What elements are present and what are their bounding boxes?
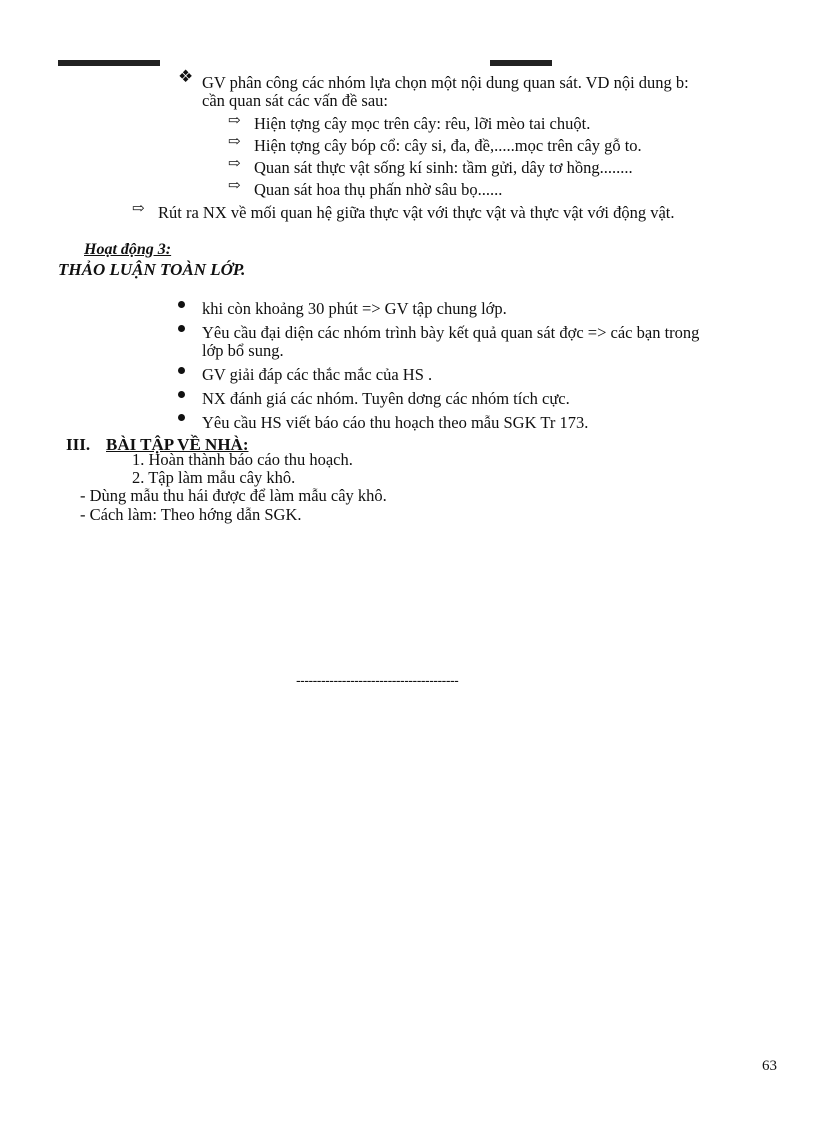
sub-item: Quan sát hoa thụ phấn nhờ sâu bọ...... (254, 180, 503, 199)
bullet-dot (178, 391, 185, 398)
sub-item: Hiện tợng cây bóp cổ: cây si, đa, đề,.....mọc trên cây gỗ to. (254, 136, 642, 155)
activity-label: Hoạt động 3: (84, 241, 172, 258)
sub-item: Hiện tợng cây mọc trên cây: rêu, lỡi mèo tai chuột. (254, 114, 591, 133)
arrow-right-icon: ⇨ (228, 113, 241, 129)
bullet-dot (178, 367, 185, 374)
header-remnant-right (490, 60, 552, 66)
page-number: 63 (762, 1058, 777, 1074)
bullet-item: Yêu cầu HS viết báo cáo thu hoạch theo mẫu SGK Tr 173. (202, 413, 589, 432)
dash-item: - Dùng mẫu thu hái được để làm mẫu cây khô. (80, 486, 387, 505)
arrow-right-icon: ⇨ (132, 201, 145, 217)
sub-item: Quan sát thực vật sống kí sinh: tầm gửi, dây tơ hồng........ (254, 158, 633, 177)
bullet-item: khi còn khoảng 30 phút => GV tập chung lớp. (202, 299, 507, 318)
arrow-right-icon: ⇨ (228, 156, 241, 172)
bullet-item-continuation: lớp bổ sung. (202, 341, 284, 360)
section-number: III. (66, 435, 91, 454)
bullet-dot (178, 301, 185, 308)
intro-line-1: GV phân công các nhóm lựa chọn một nội dung quan sát. VD nội dung b: (202, 73, 689, 92)
bullet-dot (178, 325, 185, 332)
bullet-item: Yêu cầu đại diện các nhóm trình bày kết quả quan sát đợc => các bạn trong (202, 323, 700, 342)
dash-item: - Cách làm: Theo hớng dẫn SGK. (80, 505, 302, 524)
section-title: BÀI TẬP VỀ NHÀ: (106, 435, 249, 454)
arrow-right-icon: ⇨ (228, 178, 241, 194)
diamond-bullet-icon: ❖ (178, 67, 194, 86)
numbered-item: 2. Tập làm mẫu cây khô. (132, 468, 296, 487)
bullet-dot (178, 414, 185, 421)
bullet-item: GV giải đáp các thắc mắc của HS . (202, 365, 433, 384)
conclusion-line: Rút ra NX về mối quan hệ giữa thực vật với thực vật và thực vật với động vật. (158, 203, 675, 222)
divider-line: --------------------------------------- (296, 672, 459, 688)
header-remnant-left (58, 60, 160, 66)
arrow-right-icon: ⇨ (228, 134, 241, 150)
activity-title: THẢO LUẬN TOÀN LỚP. (58, 260, 246, 279)
intro-line-2: cần quan sát các vấn đề sau: (202, 91, 388, 110)
numbered-item: 1. Hoàn thành báo cáo thu hoạch. (132, 450, 353, 469)
bullet-item: NX đánh giá các nhóm. Tuyên dơng các nhóm tích cực. (202, 389, 570, 408)
